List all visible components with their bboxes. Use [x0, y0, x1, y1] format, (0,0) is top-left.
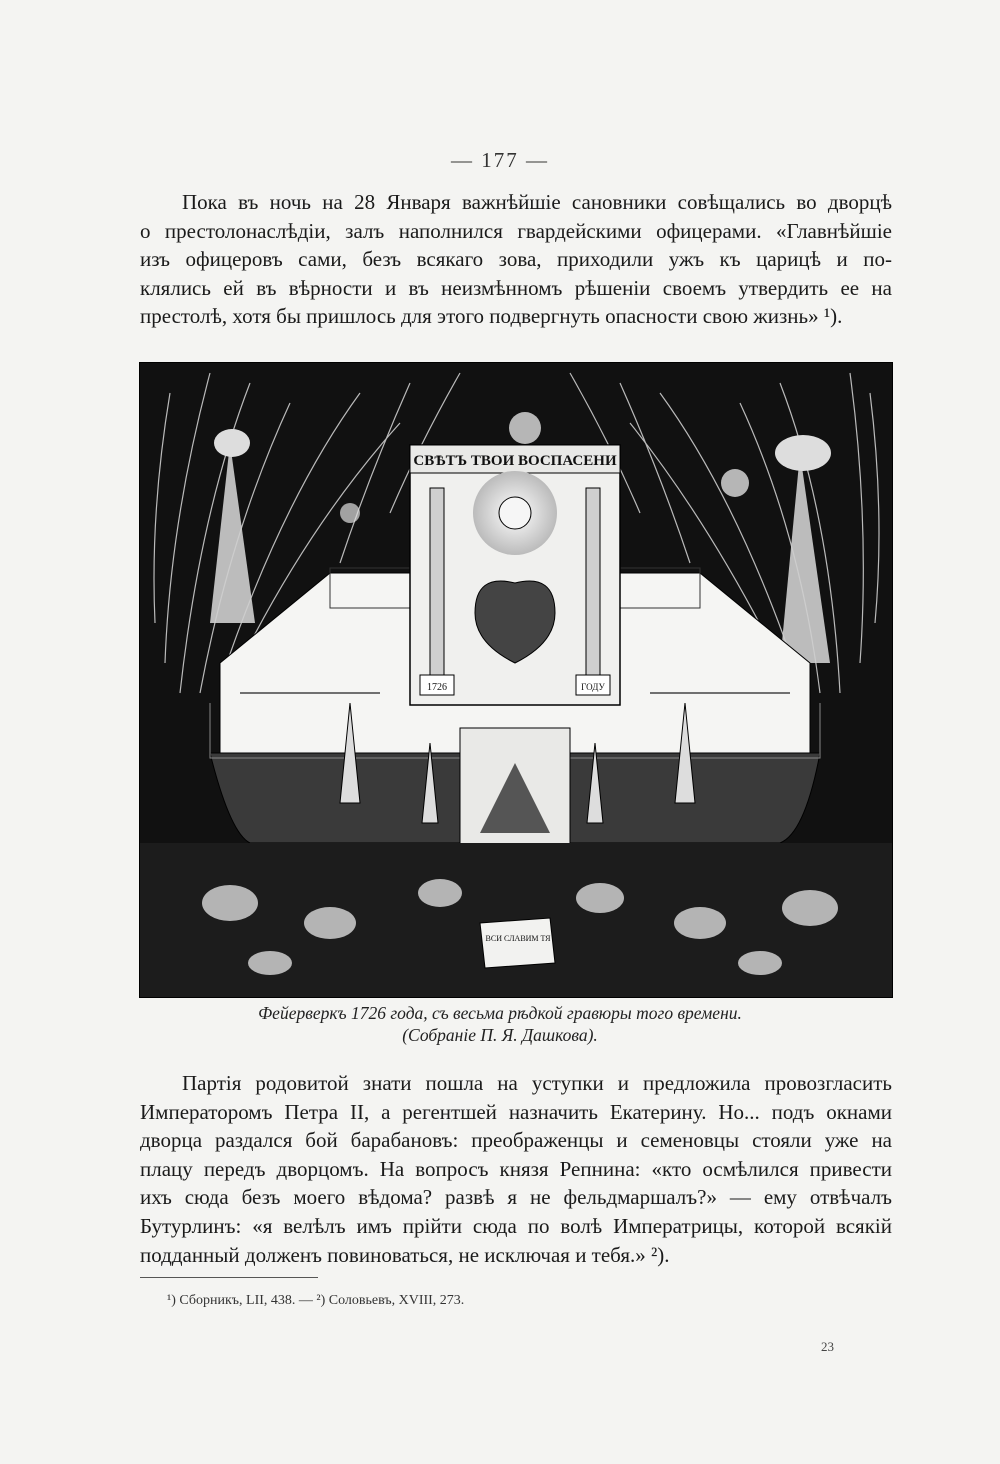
printer-signature: 23: [821, 1339, 834, 1354]
paragraph-line: Партія родовитой знати пошла на уступки и предложила провозгласить: [182, 1071, 892, 1095]
paragraph-line: подданный долженъ повиноваться, не исключая и тебя.» ²).: [140, 1242, 670, 1267]
paragraph-line: Бутурлинъ: «я велѣлъ имъ прійти сюда по волѣ Императрицы, которой всякій: [140, 1213, 892, 1238]
banner-text: СВѢТЪ ТВОИ ВОСПАСЕНИ: [413, 453, 617, 469]
paragraph-line: ихъ сюда безъ моего вѣдома? развѣ я не фельдмаршалъ?» — ему отвѣчалъ: [140, 1185, 892, 1210]
footnote-divider: [140, 1277, 318, 1278]
fireworks-engraving: [139, 362, 893, 998]
paragraph-line: Императоромъ Петра II, а регентшей назначить Екатерину. Но... подъ окнами: [140, 1099, 892, 1124]
paragraph-line: изъ офицеровъ сами, безъ всякаго зова, приходили ужъ къ царицѣ и по-: [140, 247, 892, 272]
water-foreground: [140, 843, 892, 997]
paragraph-1: [140, 188, 892, 331]
figure-caption: Фейерверкъ 1726 года, съ весьма рѣдкой гравюры того времени.: [258, 1003, 742, 1023]
paragraph-line: престолѣ, хотя бы пришлось для этого подвергнуть опасности свою жизнь» ¹).: [140, 304, 843, 329]
figure-caption-source: (Собраніе П. Я. Дашкова).: [402, 1025, 598, 1045]
paragraph-line: о престолонаслѣдіи, залъ наполнился гвардейскими офицерами. «Главнѣйшіе: [140, 218, 892, 243]
page-number: — 177 —: [451, 148, 549, 172]
monument-year: 1726: [427, 682, 447, 693]
scroll-text: ВСИ СЛАВИМ ТЯ: [485, 934, 551, 943]
paragraph-line: дворца раздался бой барабановъ: преображенцы и семеновцы стояли уже на: [140, 1128, 892, 1153]
paragraph-line: клялись ей въ вѣрности и въ неизмѣнномъ рѣшеніи своемъ утвердить ее на: [140, 275, 892, 300]
footnotes: ¹) Сборникъ, LII, 438. — ²) Соловьевъ, XVIII, 273.: [167, 1293, 465, 1308]
paragraph-line: плацу передъ дворцомъ. На вопросъ князя Репнина: «кто осмѣлился привести: [140, 1156, 892, 1181]
engraving-illustration: [140, 363, 892, 997]
paragraph-2: [140, 1069, 892, 1269]
monument-label: ГОДУ: [581, 682, 605, 692]
paragraph-line: Пока въ ночь на 28 Января важнѣйшіе сановники совѣщались во дворцѣ: [182, 190, 892, 214]
